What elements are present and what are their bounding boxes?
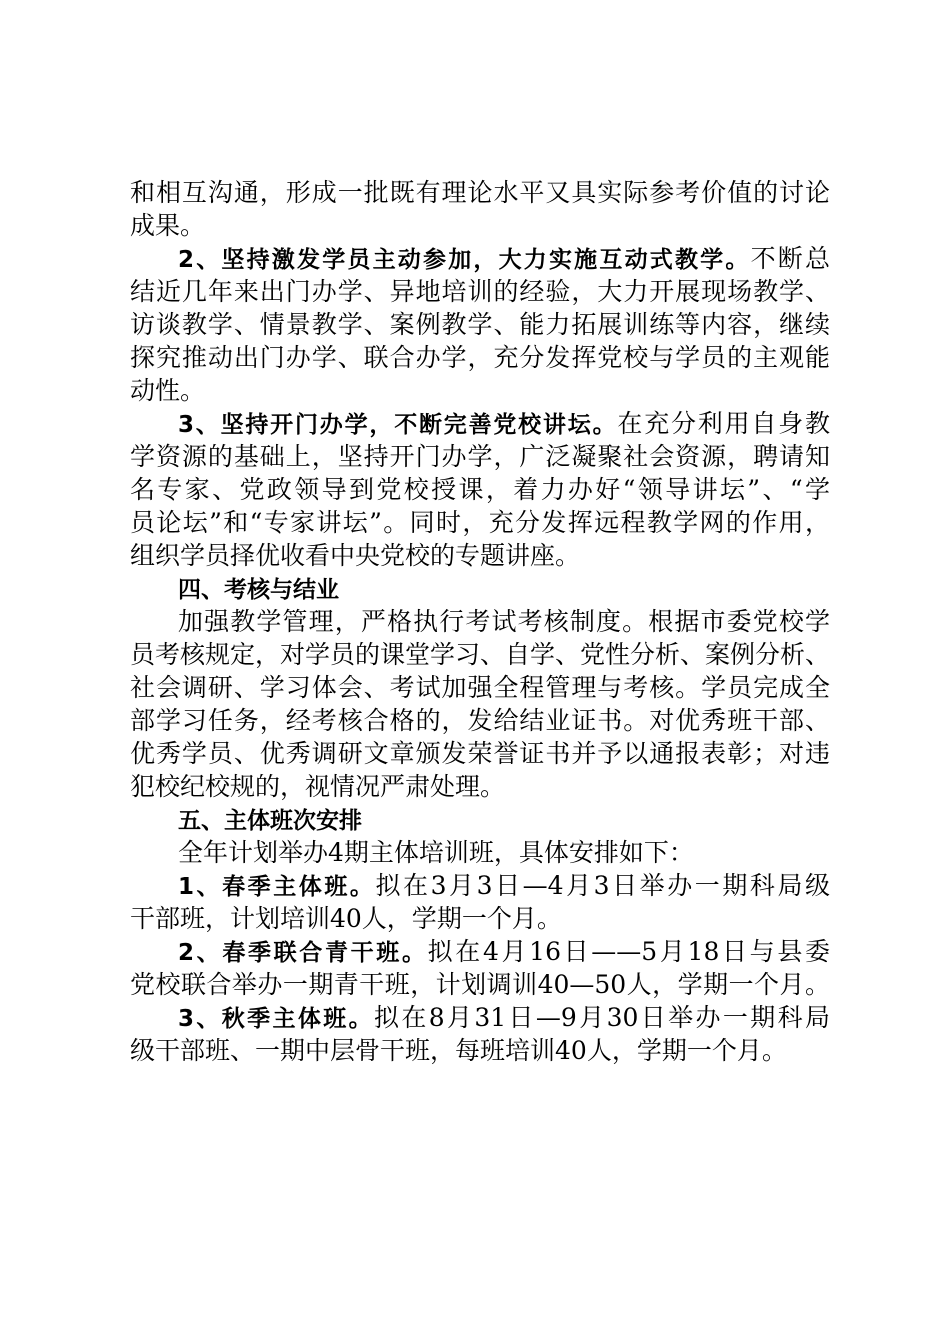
text: 部学习任务，经考核合格的，发给结业证书。对优秀班干部、 (130, 706, 830, 735)
point-title: 2、坚持激发学员主动参加，大力实施互动式教学。 (178, 247, 751, 273)
numbered-point-2 (178, 241, 830, 277)
body-line (130, 472, 830, 508)
text: 动性。 (130, 376, 206, 405)
heading-text: 四、考核与结业 (178, 577, 339, 603)
text: 拟在8月31日—9月30日举办一期科局 (373, 1003, 830, 1032)
body-line (130, 340, 830, 376)
text: 社会调研、学习体会、考试加强全程管理与考核。学员完成全 (130, 673, 830, 702)
text: 组织学员择优收看中央党校的专题讲座。 (130, 541, 581, 570)
text: 优秀学员、优秀调研文章颁发荣誉证书并予以通报表彰；对违 (130, 739, 830, 768)
text: 学资源的基础上，坚持开门办学，广泛凝聚社会资源，聘请知 (130, 442, 830, 471)
text: 员考核规定，对学员的课堂学习、自学、党性分析、案例分析、 (130, 640, 831, 669)
text: 探究推动出门办学、联合办学，充分发挥党校与学员的主观能 (130, 343, 830, 372)
schedule-item-3 (178, 1000, 830, 1036)
body-line (130, 1033, 787, 1069)
body-line (130, 703, 830, 739)
text: 干部班，计划培训40人，学期一个月。 (130, 904, 562, 933)
body-line (130, 373, 205, 409)
item-title: 2、春季联合青干班。 (178, 940, 428, 966)
section-heading (178, 571, 339, 607)
item-title: 3、秋季主体班。 (178, 1006, 374, 1032)
text: 拟在4月16日——5月18日与县委 (427, 937, 830, 966)
body-line (130, 637, 830, 673)
text: 党校联合举办一期青干班，计划调训40—50人，学期一个月。 (130, 970, 830, 999)
text: 和相互沟通，形成一批既有理论水平又具实际参考价值的讨论 (130, 178, 830, 207)
body-line (130, 307, 830, 343)
body-line (130, 901, 562, 937)
schedule-item-2 (178, 934, 830, 970)
body-line (130, 967, 830, 1003)
text: 在充分利用自身教 (617, 409, 830, 438)
body-line (130, 670, 830, 706)
heading-text: 五、主体班次安排 (178, 808, 362, 834)
body-line (130, 769, 505, 805)
body-line (130, 505, 830, 541)
item-title: 1、春季主体班。 (178, 874, 376, 900)
body-line (130, 274, 830, 310)
text: 不断总 (750, 244, 830, 273)
body-line (178, 835, 694, 871)
schedule-item-1 (178, 868, 830, 904)
body-line (130, 439, 830, 475)
body-line (130, 538, 580, 574)
body-line (130, 736, 830, 772)
point-title: 3、坚持开门办学，不断完善党校讲坛。 (178, 412, 618, 438)
section-heading (178, 802, 362, 838)
text: 访谈教学、情景教学、案例教学、能力拓展训练等内容，继续 (130, 310, 830, 339)
text: 犯校纪校规的，视情况严肃处理。 (130, 772, 506, 801)
text: 结近几年来出门办学、异地培训的经验，大力开展现场教学、 (130, 277, 830, 306)
text: 加强教学管理，严格执行考试考核制度。根据市委党校学 (178, 607, 830, 636)
text: 拟在3月3日—4月3日举办一期科局级 (375, 871, 830, 900)
numbered-point-3 (178, 406, 830, 442)
text: 全年计划举办4期主体培训班，具体安排如下： (178, 838, 694, 867)
text: 级干部班、一期中层骨干班，每班培训40人，学期一个月。 (130, 1036, 787, 1065)
text: 名专家、党政领导到党校授课，着力办好“领导讲坛”、“学 (130, 475, 830, 504)
body-line (130, 208, 205, 244)
text: 员论坛”和“专家讲坛”。同时，充分发挥远程教学网的作用， (130, 508, 830, 537)
body-line (178, 604, 830, 640)
text: 成果。 (130, 211, 206, 240)
body-line (130, 175, 830, 211)
